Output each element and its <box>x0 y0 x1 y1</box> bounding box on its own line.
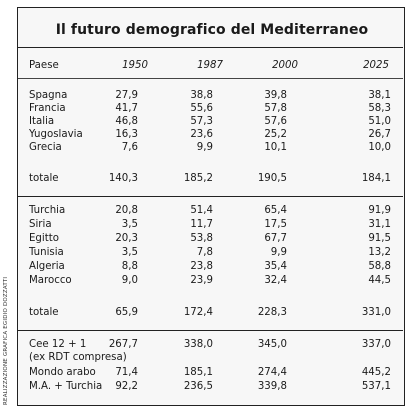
side-credit: REALIZZAZIONE GRAFICA EGIDIO DOZZATTI <box>3 276 9 405</box>
cell-1950: 3,5 <box>121 219 138 230</box>
table-title: Il futuro demografico del Mediterraneo <box>55 22 369 38</box>
table-row <box>18 218 403 231</box>
cell-country: Turchia <box>29 205 66 216</box>
cell-1950: 7,6 <box>121 142 138 153</box>
table-row <box>18 89 403 102</box>
total-label: totale <box>29 173 59 184</box>
cell-2025: 58,3 <box>368 103 391 114</box>
cell-1987: 9,9 <box>196 142 213 153</box>
cell-country: Italia <box>29 116 55 127</box>
cell-2025: 537,1 <box>361 381 391 392</box>
cell-country: Tunisia <box>29 247 64 258</box>
cell-2025: 31,1 <box>368 219 391 230</box>
cell-1987: 185,1 <box>183 367 213 378</box>
cell-2000: 25,2 <box>264 129 287 140</box>
cell-1987: 55,6 <box>190 103 213 114</box>
header-row <box>18 59 403 72</box>
cell-2000: 345,0 <box>257 339 287 350</box>
total-2025: 331,0 <box>361 307 391 318</box>
table-row <box>18 232 403 245</box>
cell-1950: 92,2 <box>115 381 138 392</box>
section-divider <box>18 330 403 331</box>
total-row <box>18 306 403 319</box>
table-row <box>18 141 403 154</box>
section-divider <box>18 196 403 197</box>
cell-2025: 91,9 <box>368 205 391 216</box>
cell-1987: 23,8 <box>190 261 213 272</box>
cell-country: Grecia <box>29 142 62 153</box>
cell-1987: 38,8 <box>190 90 213 101</box>
cell-1950: 20,3 <box>115 233 138 244</box>
cell-1950: 8,8 <box>121 261 138 272</box>
cell-2025: 51,0 <box>368 116 391 127</box>
cell-1987: 51,4 <box>190 205 213 216</box>
header-1950: 1950 <box>122 60 148 71</box>
cell-1987: 23,9 <box>190 275 213 286</box>
cell-country: Cee 12 + 1 <box>29 339 87 350</box>
cell-2000: 17,5 <box>264 219 287 230</box>
cell-1950: 41,7 <box>115 103 138 114</box>
table-row <box>18 128 403 141</box>
cell-2025: 445,2 <box>361 367 391 378</box>
header-2000: 2000 <box>272 60 298 71</box>
table-row <box>18 274 403 287</box>
header-divider <box>18 78 403 79</box>
cell-country: Algeria <box>29 261 65 272</box>
cell-1950: 9,0 <box>121 275 138 286</box>
cell-1950: 16,3 <box>115 129 138 140</box>
cell-country: Spagna <box>29 90 68 101</box>
cell-1987: 7,8 <box>196 247 213 258</box>
cell-1950: 27,9 <box>115 90 138 101</box>
total-1950: 140,3 <box>108 173 138 184</box>
title-divider <box>18 47 403 48</box>
cell-2000: 57,8 <box>264 103 287 114</box>
cell-2000: 65,4 <box>264 205 287 216</box>
cell-country: Marocco <box>29 275 72 286</box>
cell-1987: 57,3 <box>190 116 213 127</box>
cell-1987: 338,0 <box>183 339 213 350</box>
cell-1950: 20,8 <box>115 205 138 216</box>
table-row <box>18 351 403 364</box>
cell-2000: 35,4 <box>264 261 287 272</box>
table-frame <box>17 7 405 406</box>
cell-country: Francia <box>29 103 66 114</box>
header-2025: 2025 <box>363 60 389 71</box>
cell-2025: 38,1 <box>368 90 391 101</box>
cell-2000: 57,6 <box>264 116 287 127</box>
cell-2000: 67,7 <box>264 233 287 244</box>
cell-country: Egitto <box>29 233 59 244</box>
cell-country: M.A. + Turchia <box>29 381 103 392</box>
total-1987: 185,2 <box>183 173 213 184</box>
cell-2000: 9,9 <box>270 247 287 258</box>
table-row <box>18 260 403 273</box>
total-row <box>18 172 403 185</box>
cell-1987: 53,8 <box>190 233 213 244</box>
cell-2025: 13,2 <box>368 247 391 258</box>
table-row <box>18 338 403 351</box>
table-row <box>18 246 403 259</box>
cell-1987: 23,6 <box>190 129 213 140</box>
cell-country: Yugoslavia <box>29 129 83 140</box>
cell-2025: 26,7 <box>368 129 391 140</box>
cell-1950: 46,8 <box>115 116 138 127</box>
table-row <box>18 204 403 217</box>
cell-2025: 91,5 <box>368 233 391 244</box>
cell-2000: 32,4 <box>264 275 287 286</box>
cell-2025: 337,0 <box>361 339 391 350</box>
cell-1950: 267,7 <box>108 339 138 350</box>
total-2025: 184,1 <box>361 173 391 184</box>
total-2000: 190,5 <box>257 173 287 184</box>
cell-1987: 236,5 <box>183 381 213 392</box>
cell-country: Mondo arabo <box>29 367 96 378</box>
cell-2025: 58,8 <box>368 261 391 272</box>
cell-2000: 39,8 <box>264 90 287 101</box>
table-row <box>18 115 403 128</box>
cell-2000: 10,1 <box>264 142 287 153</box>
cell-2025: 10,0 <box>368 142 391 153</box>
total-1950: 65,9 <box>115 307 138 318</box>
cell-1950: 71,4 <box>115 367 138 378</box>
total-2000: 228,3 <box>257 307 287 318</box>
cell-1987: 11,7 <box>190 219 213 230</box>
cell-country: (ex RDT compresa) <box>29 352 127 363</box>
cell-2000: 339,8 <box>257 381 287 392</box>
total-label: totale <box>29 307 59 318</box>
table-row <box>18 380 403 393</box>
header-1987: 1987 <box>197 60 223 71</box>
cell-2025: 44,5 <box>368 275 391 286</box>
cell-2000: 274,4 <box>257 367 287 378</box>
cell-country: Siria <box>29 219 52 230</box>
total-1987: 172,4 <box>183 307 213 318</box>
cell-1950: 3,5 <box>121 247 138 258</box>
header-country: Paese <box>29 60 59 71</box>
table-row <box>18 102 403 115</box>
table-row <box>18 366 403 379</box>
